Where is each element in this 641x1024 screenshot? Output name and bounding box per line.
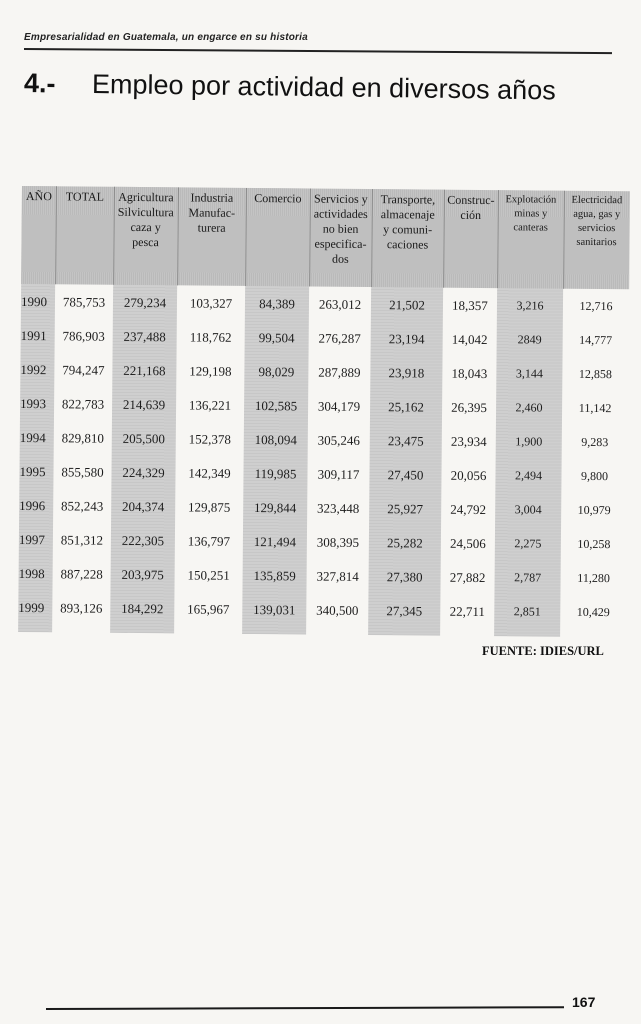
cell-construccion: 20,056 [450,467,487,484]
cell-transporte: 27,450 [387,467,424,483]
cell-agricultura: 221,168 [123,362,166,379]
cell-servicios: 276,287 [318,330,361,346]
cell-explotacion: 2,275 [514,536,542,551]
cell-transporte: 23,194 [388,331,425,347]
cell-explotacion: 3,216 [516,298,544,313]
cell-servicios: 340,500 [316,602,359,618]
cell-total: 785,753 [62,294,106,310]
section-title [24,68,624,107]
cell-total: 852,243 [61,498,104,514]
cell-total: 829,810 [61,430,104,446]
cell-electricidad: 9,283 [581,434,609,450]
cell-comercio: 102,585 [254,398,298,414]
cell-comercio: 135,859 [253,568,296,584]
cell-construccion: 23,934 [450,433,487,450]
cell-total: 893,126 [60,600,103,616]
cell-agricultura: 184,292 [121,600,164,617]
running-header: Empresarialidad en Guatemala, un engarce en su historia [24,32,308,43]
column-header-construccion: Construc- ción [447,192,495,223]
cell-servicios: 327,814 [316,568,359,584]
cell-agricultura: 203,975 [121,566,164,583]
cell-industria: 150,251 [187,567,230,583]
cell-comercio: 139,031 [253,602,296,618]
cell-year: 1997 [18,531,45,548]
footer-rule [46,1006,564,1010]
header-rule [24,48,612,54]
cell-comercio: 129,844 [254,500,297,516]
cell-total: 855,580 [61,464,104,480]
cell-year: 1996 [19,497,46,514]
column-header-servicios: Servicios y actividades no bien especifica- dos [313,191,368,266]
cell-explotacion: 2,851 [513,604,541,619]
cell-electricidad: 10,429 [576,604,610,620]
table-row [18,592,626,631]
cell-electricidad: 11,280 [577,570,610,586]
cell-explotacion: 3,004 [514,502,542,517]
cell-industria: 129,198 [189,363,232,379]
cell-industria: 152,378 [188,431,231,447]
cell-agricultura: 204,374 [122,498,165,515]
cell-servicios: 305,246 [317,432,360,448]
column-header-electricidad: Electricidad agua, gas y servicios sanitarios [571,194,623,249]
column-header-explotacion: Explotación minas y canteras [505,194,557,234]
table-row [20,422,628,461]
column-header-agricultura: Agricultura Silvicultura caza y pesca [117,189,174,250]
cell-agricultura: 237,488 [123,328,166,345]
cell-construccion: 24,792 [450,501,487,518]
cell-construccion: 22,711 [449,603,486,620]
cell-year: 1999 [18,599,45,616]
column-header-industria: Industria Manufac- turera [188,190,236,235]
cell-agricultura: 214,639 [122,396,166,413]
column-header-transporte: Transporte, almacenaje y comuni- caciones [380,192,436,252]
cell-year: 1995 [19,463,46,480]
cell-electricidad: 12,858 [578,366,612,382]
cell-transporte: 27,380 [386,569,423,585]
cell-industria: 136,221 [188,397,232,413]
cell-explotacion: 2849 [517,332,542,347]
cell-electricidad: 9,800 [580,468,609,484]
cell-year: 1992 [20,361,47,378]
cell-construccion: 14,042 [451,331,488,348]
table-row [19,490,627,529]
cell-transporte: 23,918 [388,365,425,381]
cell-agricultura: 205,500 [122,430,165,447]
cell-servicios: 304,179 [317,398,361,414]
cell-electricidad: 14,777 [579,332,613,348]
cell-explotacion: 2,460 [515,400,543,415]
cell-industria: 129,875 [188,499,231,515]
cell-electricidad: 10,979 [577,502,611,518]
cell-comercio: 84,389 [259,296,295,312]
cell-total: 794,247 [62,362,105,378]
section-title-text: Empleo por actividad en diversos años [91,68,556,106]
cell-servicios: 309,117 [317,466,360,482]
cell-construccion: 26,395 [451,399,488,416]
cell-transporte: 25,927 [387,501,424,517]
cell-year: 1993 [20,395,47,412]
cell-electricidad: 10,258 [577,536,611,552]
cell-transporte: 25,282 [386,535,423,551]
cell-electricidad: 12,716 [579,298,613,314]
cell-agricultura: 222,305 [121,532,165,549]
cell-transporte: 23,475 [387,433,424,449]
column-header-year: AÑO [25,189,52,204]
cell-year: 1991 [20,327,47,344]
cell-total: 887,228 [60,566,103,582]
table-row [21,320,629,359]
cell-industria: 136,797 [187,533,231,549]
cell-comercio: 99,504 [258,330,295,346]
page-number: 167 [572,994,596,1010]
cell-explotacion: 3,144 [515,366,543,381]
cell-construccion: 18,043 [451,365,488,382]
cell-total: 786,903 [62,328,105,344]
column-header-total: TOTAL [65,189,105,204]
cell-electricidad: 11,142 [578,400,612,416]
cell-servicios: 287,889 [318,364,361,380]
section-number: 4.- [23,68,56,99]
cell-agricultura: 224,329 [122,464,165,481]
cell-construccion: 24,506 [449,535,486,552]
cell-explotacion: 1,900 [515,434,543,449]
cell-industria: 165,967 [187,601,230,617]
cell-total: 851,312 [60,532,104,548]
cell-construccion: 27,882 [449,569,486,586]
cell-servicios: 308,395 [316,534,360,550]
cell-comercio: 108,094 [254,432,297,448]
cell-total: 822,783 [61,396,105,412]
cell-year: 1994 [19,429,46,446]
cell-comercio: 98,029 [258,364,295,380]
cell-transporte: 21,502 [389,297,425,313]
cell-transporte: 27,345 [386,603,423,619]
table-row [18,558,626,597]
cell-year: 1998 [18,565,45,582]
source-note: FUENTE: IDIES/URL [482,644,604,658]
cell-agricultura: 279,234 [123,294,167,311]
cell-industria: 103,327 [189,295,233,311]
employment-table [18,186,630,637]
table-row [19,524,627,563]
cell-comercio: 121,494 [253,534,297,550]
cell-transporte: 25,162 [388,399,425,415]
cell-year: 1990 [20,293,48,310]
table-row [21,286,629,325]
table-row [20,354,628,393]
cell-industria: 142,349 [188,465,231,481]
cell-comercio: 119,985 [254,466,297,482]
cell-industria: 118,762 [189,329,232,345]
column-header-comercio: Comercio [254,191,302,206]
cell-construccion: 18,357 [452,297,488,314]
cell-servicios: 323,448 [317,500,360,516]
cell-explotacion: 2,787 [514,570,542,585]
table-row [20,388,628,427]
table-row [19,456,627,495]
cell-servicios: 263,012 [318,296,362,312]
cell-explotacion: 2,494 [514,468,543,483]
